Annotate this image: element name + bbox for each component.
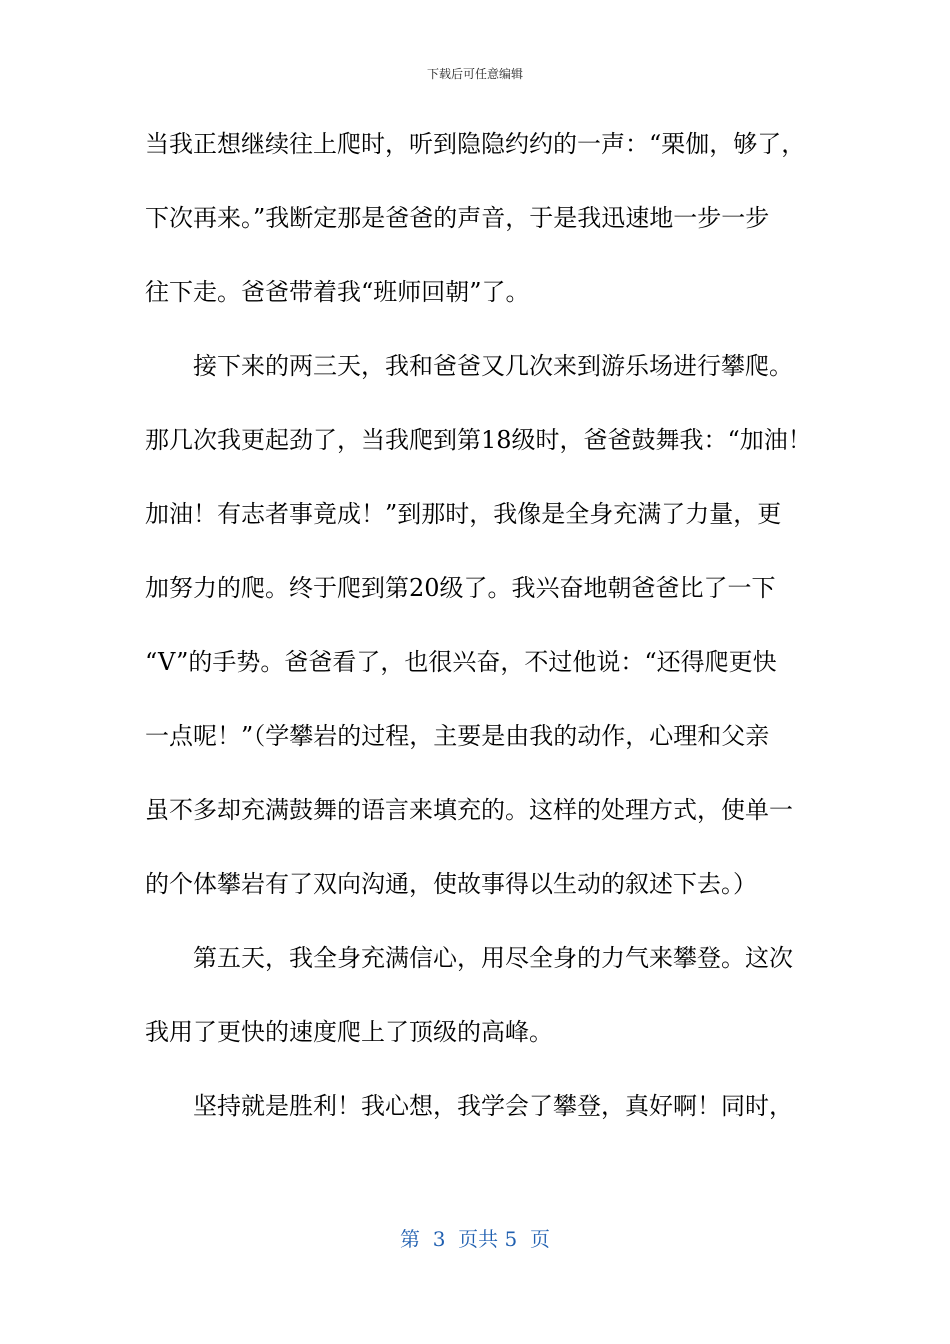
- text-line: 往下走。爸爸带着我“班师回朝”了。: [145, 278, 530, 306]
- page-header: 下载后可任意编辑: [426, 67, 523, 81]
- text-line: 坚持就是胜利！我心想，我学会了攀登，真好啊！同时，: [193, 1092, 793, 1120]
- text-line: 一点呢！”（学攀岩的过程，主要是由我的动作，心理和父亲: [145, 722, 770, 750]
- text-line: 那几次我更起劲了，当我爬到第18级时，爸爸鼓舞我：“加油！: [145, 426, 812, 454]
- text-line: 当我正想继续往上爬时，听到隐隐约约的一声：“栗伽，够了，: [145, 130, 806, 158]
- text-line: “V”的手势。爸爸看了，也很兴奋，不过他说：“还得爬更快: [145, 648, 777, 676]
- text-line: 接下来的两三天，我和爸爸又几次来到游乐场进行攀爬。: [193, 352, 793, 380]
- text-line: 的个体攀岩有了双向沟通，使故事得以生动的叙述下去。）: [145, 870, 757, 898]
- text-line: 虽不多却充满鼓舞的语言来填充的。这样的处理方式，使单一: [145, 796, 793, 824]
- text-line: 加油！有志者事竟成！”到那时，我像是全身充满了力量，更: [145, 500, 782, 528]
- text-line: 下次再来。”我断定那是爸爸的声音，于是我迅速地一步一步: [145, 204, 770, 232]
- document-body: [145, 124, 815, 1160]
- text-line: 第五天，我全身充满信心，用尽全身的力气来攀登。这次: [193, 944, 793, 972]
- page-number-footer: 第 3 页共 5 页: [400, 1227, 550, 1251]
- text-line: 加努力的爬。终于爬到第20级了。我兴奋地朝爸爸比了一下: [145, 574, 776, 602]
- text-line: 我用了更快的速度爬上了顶级的高峰。: [145, 1018, 553, 1046]
